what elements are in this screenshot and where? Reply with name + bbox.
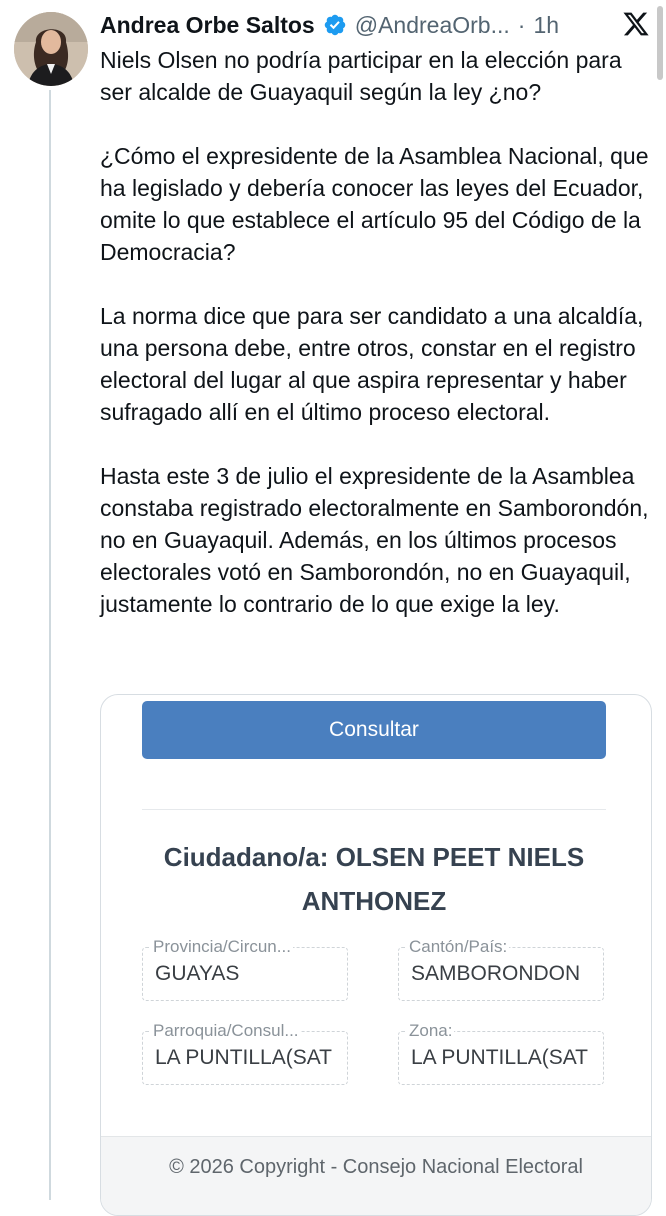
zona-label: Zona: <box>409 1021 453 1040</box>
consultar-button[interactable]: Consultar <box>142 701 606 759</box>
embedded-screenshot-card[interactable] <box>100 694 652 1216</box>
zona-field <box>398 1021 604 1085</box>
provincia-label: Provincia/Circun... <box>153 937 291 956</box>
author-name[interactable]: Andrea Orbe Saltos <box>100 11 315 38</box>
copyright-text: © 2026 Copyright - Consejo Nacional Electoral <box>169 1156 583 1178</box>
canton-label: Cantón/País: <box>409 937 508 956</box>
zona-value: LA PUNTILLA(SAT <box>411 1046 589 1069</box>
canton-field <box>398 937 604 1001</box>
author-avatar[interactable] <box>14 12 88 86</box>
tweet-paragraph: La norma dice que para ser candidato a una alcaldía, una persona debe, entre otros, constar en el registro electoral del lugar al que aspira representar y haber sufragado allí en el último proceso electoral. <box>100 303 644 425</box>
author-handle[interactable]: @AndreaOrb... <box>354 11 510 38</box>
verified-badge-icon <box>323 13 347 37</box>
parroquia-label: Parroquia/Consul... <box>153 1021 299 1040</box>
provincia-value: GUAYAS <box>155 962 240 985</box>
tweet-paragraph: Niels Olsen no podría participar en la elección para ser alcalde de Guayaquil según la ley ¿no? <box>100 47 622 105</box>
card-footer <box>101 1136 651 1216</box>
canton-value: SAMBORONDON <box>411 962 581 985</box>
header-separator: · <box>517 11 526 38</box>
tweet-paragraph: Hasta este 3 de julio el expresidente de la Asamblea constaba registrado electoralmente en Samborondón, no en Guayaquil. Además, en los últimos procesos electorales votó en Samborondón, no en Guayaquil, justamente lo contrario de lo que exige la ley. <box>100 463 649 617</box>
tweet-header <box>100 8 559 42</box>
tweet-timestamp[interactable]: 1h <box>533 11 560 38</box>
scrollbar[interactable] <box>657 6 663 80</box>
avatar-photo <box>14 12 88 86</box>
tweet-paragraph: ¿Cómo el expresidente de la Asamblea Nacional, que ha legislado y debería conocer las leyes del Ecuador, omite lo que establece el artículo 95 del Código de la Democracia? <box>100 143 649 265</box>
provincia-field <box>142 937 348 1001</box>
parroquia-value: LA PUNTILLA(SAT <box>155 1046 333 1069</box>
card-divider <box>142 809 606 810</box>
parroquia-field <box>142 1021 348 1085</box>
tweet-text <box>100 44 656 620</box>
citizen-name: Ciudadano/a: OLSEN PEET NIELS ANTHONEZ <box>163 842 585 916</box>
thread-line <box>49 90 51 1200</box>
x-logo-icon[interactable] <box>622 10 650 38</box>
